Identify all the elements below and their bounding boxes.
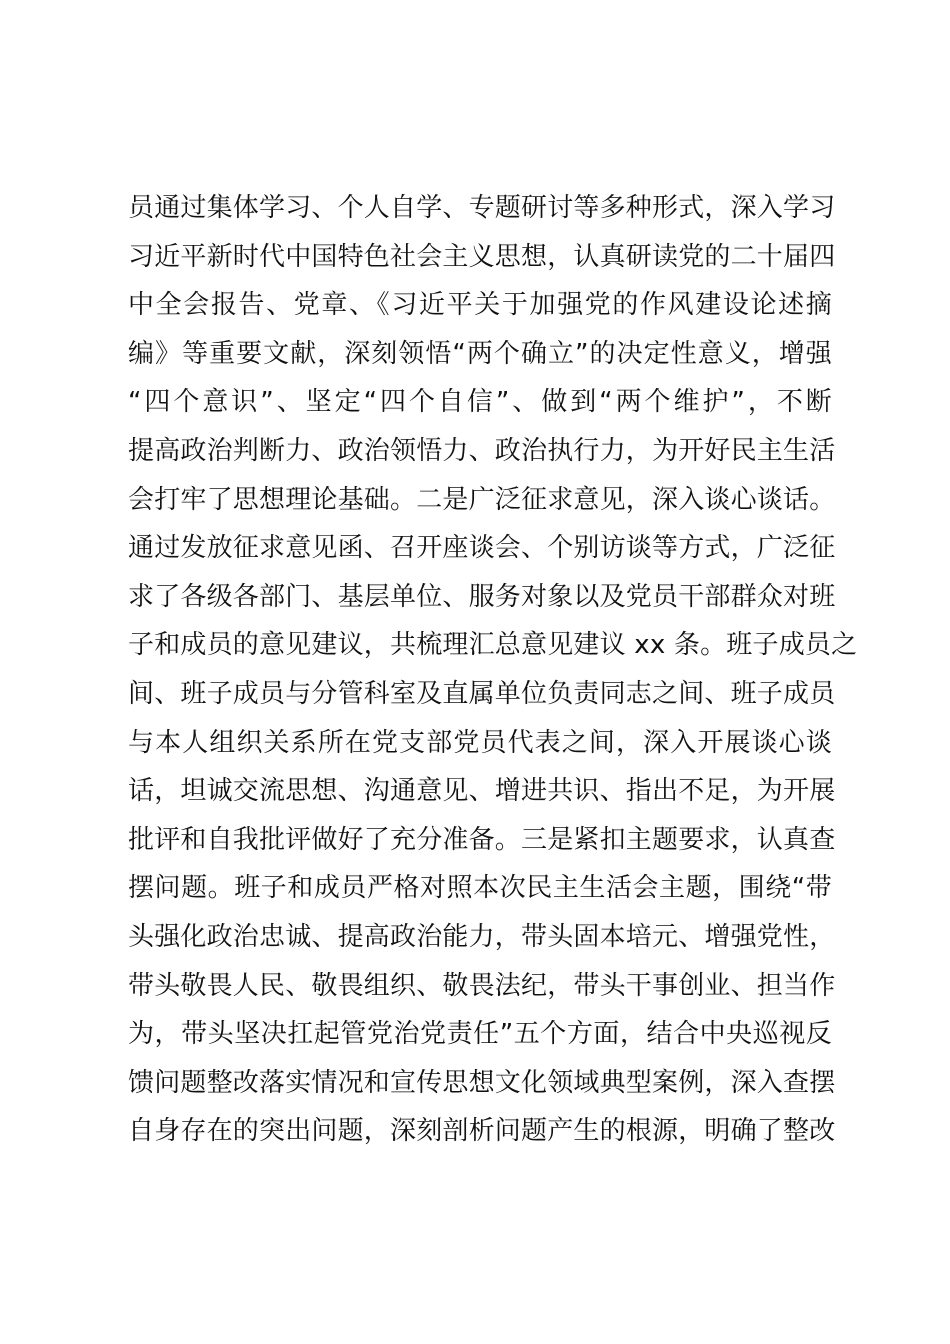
text-line: 员通过集体学习、个人自学、专题研讨等多种形式，深入学习 <box>128 193 836 223</box>
text-line: 摆问题。班子和成员严格对照本次民主生活会主题，围绕“带 <box>128 873 832 904</box>
text-line: 求了各级各部门、基层单位、服务对象以及党员干部群众对班 <box>128 581 836 612</box>
text-line: 批评和自我批评做好了充分准备。三是紧扣主题要求，认真查 <box>128 824 836 855</box>
text-line: 子和成员的意见建议，共梳理汇总意见建议 xx 条。班子成员之 <box>128 630 858 661</box>
text-line: 提高政治判断力、政治领悟力、政治执行力，为开好民主生活 <box>128 435 836 466</box>
text-line: 为，带头坚决扛起管党治党责任”五个方面，结合中央巡视反 <box>128 1019 832 1050</box>
text-line: 话，坦诚交流思想、沟通意见、增进共识、指出不足，为开展 <box>128 776 836 807</box>
text-line: 带头敬畏人民、敬畏组织、敬畏法纪，带头干事创业、担当作 <box>128 970 836 1001</box>
text-line: 自身存在的突出问题，深刻剖析问题产生的根源，明确了整改 <box>128 1116 836 1147</box>
text-line: 通过发放征求意见函、召开座谈会、个别访谈等方式，广泛征 <box>128 533 836 564</box>
text-line: 馈问题整改落实情况和宣传思想文化领域典型案例，深入查摆 <box>128 1067 836 1098</box>
body-paragraph <box>128 184 858 1156</box>
text-line: “四个意识”、坚定“四个自信”、做到“两个维护”，不断 <box>128 387 832 418</box>
text-line: 习近平新时代中国特色社会主义思想，认真研读党的二十届四 <box>128 241 836 272</box>
text-line: 头强化政治忠诚、提高政治能力，带头固本培元、增强党性， <box>128 921 836 952</box>
text-line: 与本人组织关系所在党支部党员代表之间，深入开展谈心谈 <box>128 727 832 758</box>
text-line: 中全会报告、党章、《习近平关于加强党的作风建设论述摘 <box>128 290 832 321</box>
text-line: 间、班子成员与分管科室及直属单位负责同志之间、班子成员 <box>128 678 836 709</box>
text-line: 会打牢了思想理论基础。二是广泛征求意见，深入谈心谈话。 <box>128 484 836 515</box>
text-line: 编》等重要文献，深刻领悟“两个确立”的决定性意义，增强 <box>128 338 832 369</box>
